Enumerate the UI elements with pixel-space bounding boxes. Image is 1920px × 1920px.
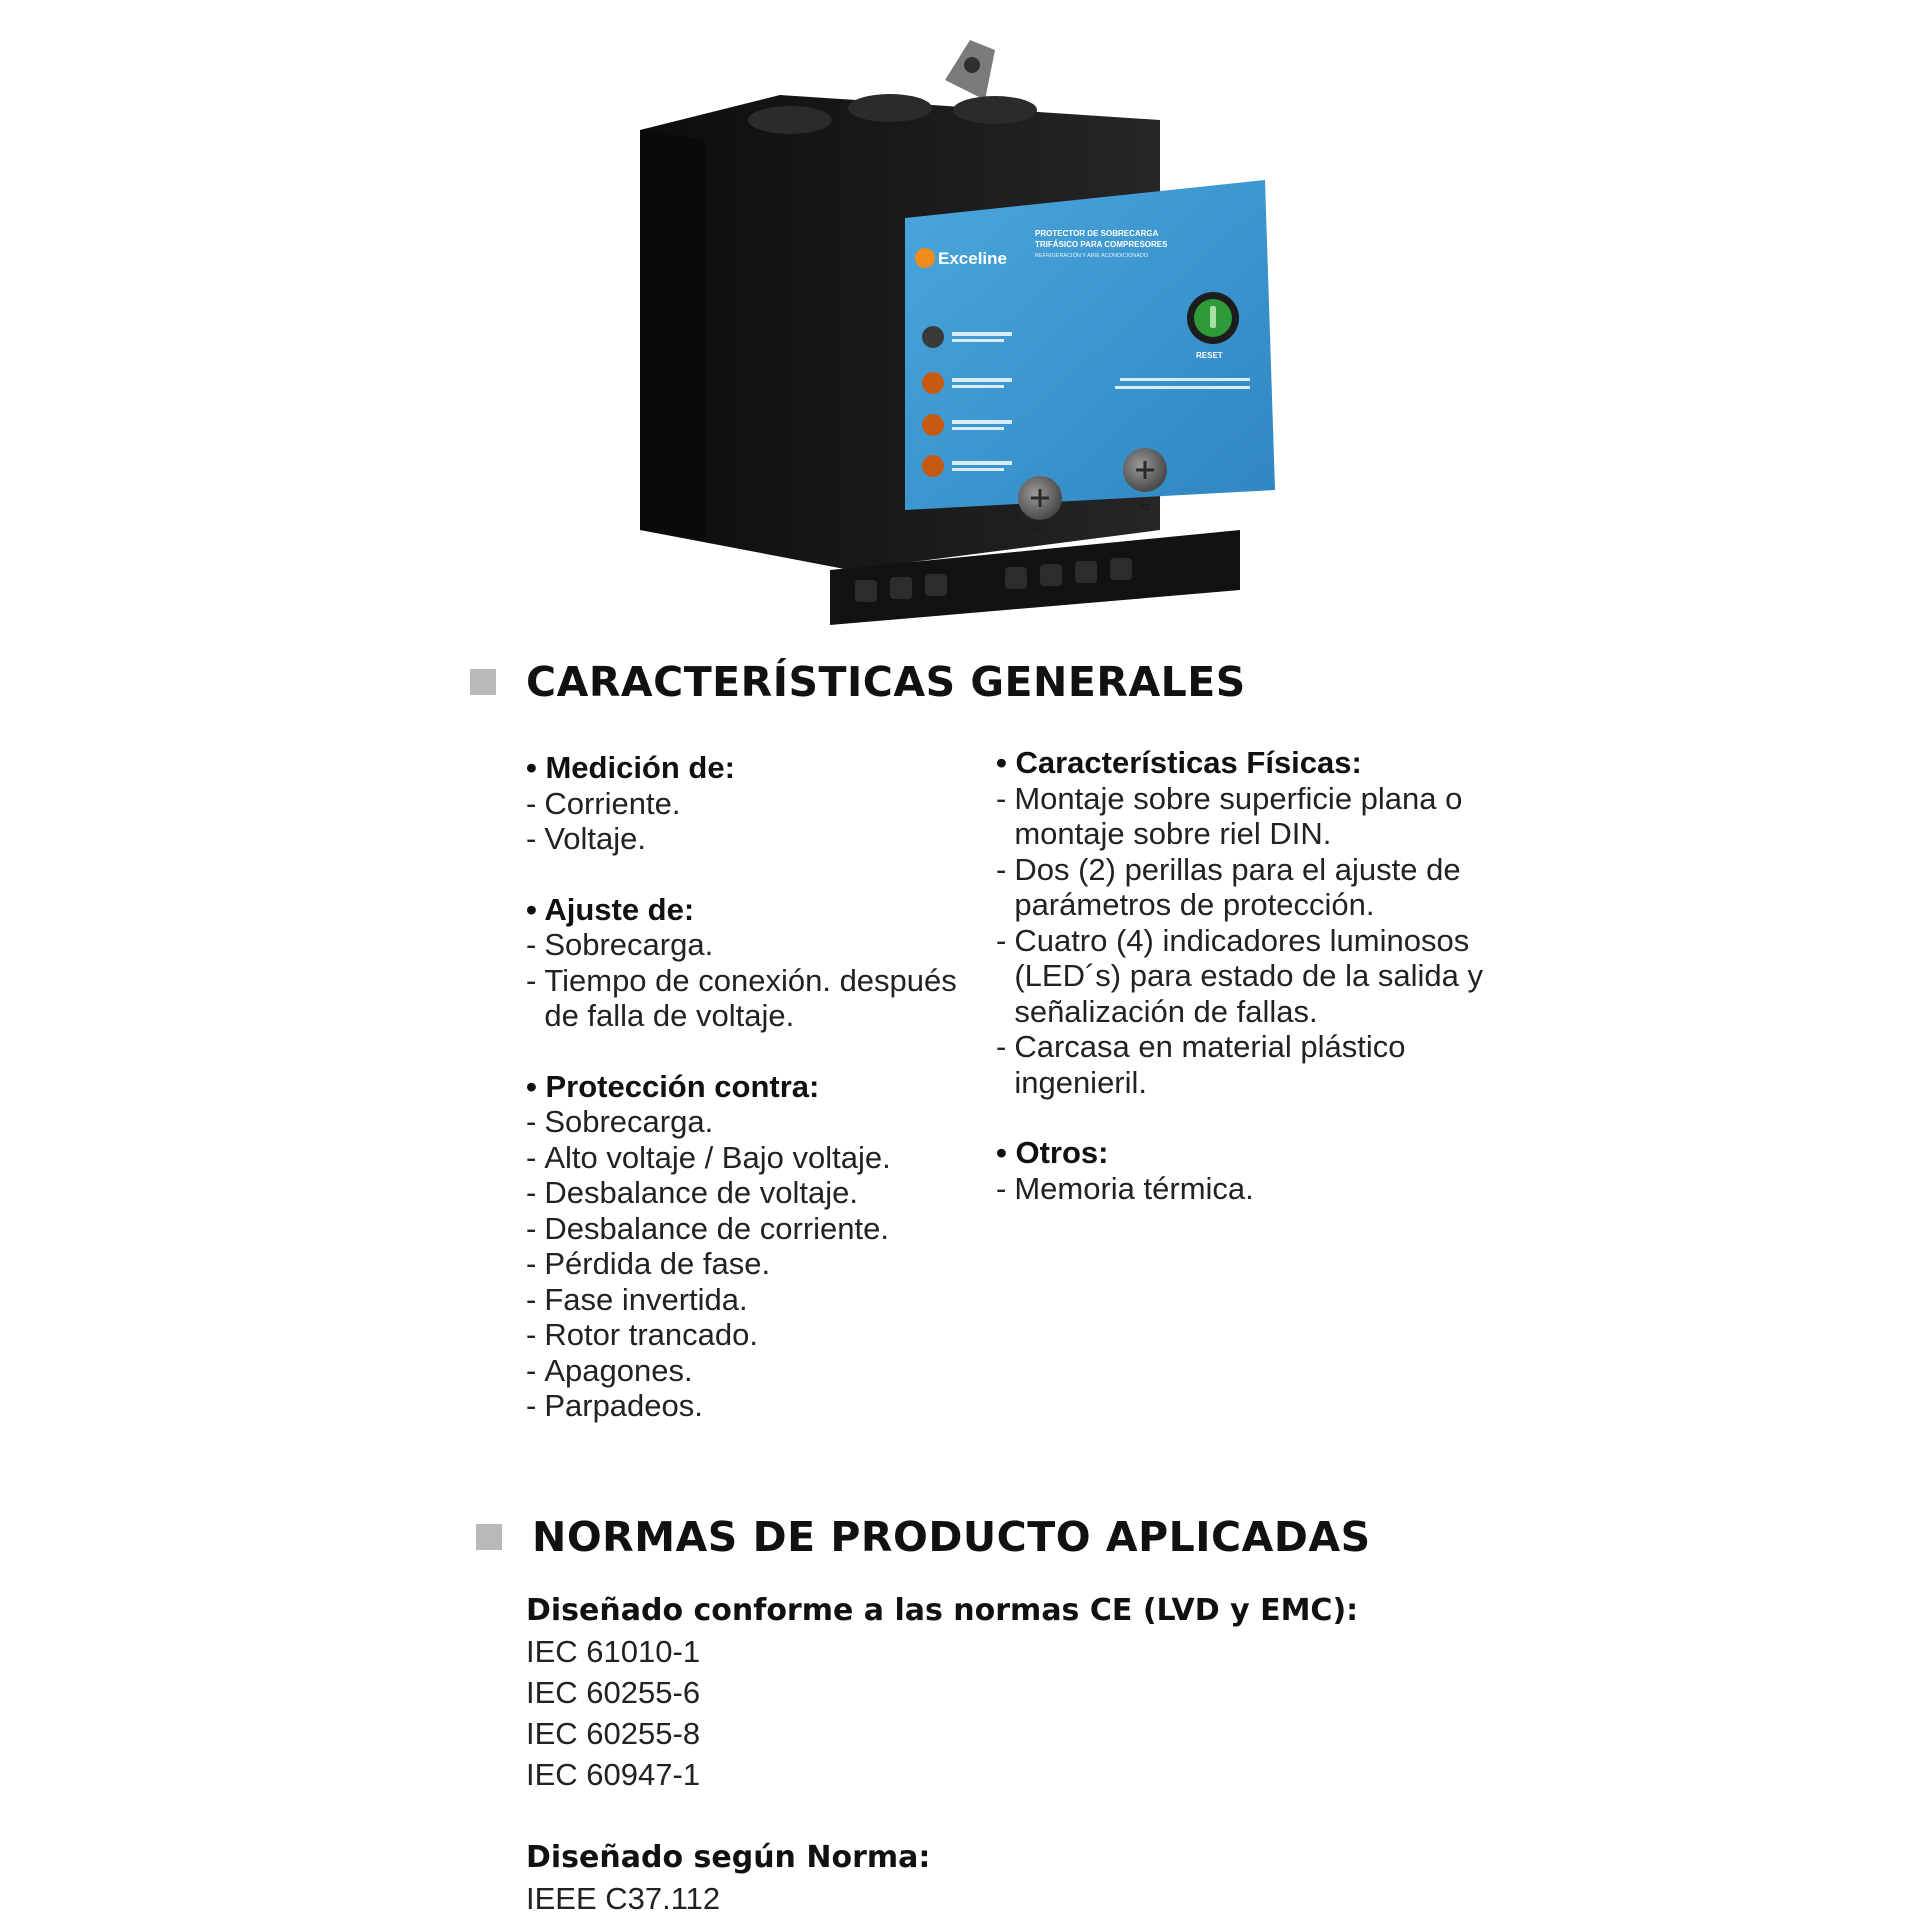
feature-item [526, 1211, 986, 1247]
feature-item [526, 1246, 986, 1282]
feature-item-text: Memoria térmica. [1014, 1170, 1254, 1206]
svg-text:TC: TC [1140, 503, 1151, 512]
feature-item-text: Desbalance de voltaje. [544, 1175, 858, 1210]
brand-text: Exceline [938, 249, 1007, 268]
feature-group [526, 892, 986, 1034]
feature-item-text: Rotor trancado. [544, 1317, 758, 1352]
led-indicator [922, 372, 944, 394]
general-section-header [470, 658, 1246, 706]
feature-group [996, 745, 1516, 1100]
feature-item-text: Pérdida de fase. [544, 1246, 771, 1281]
feature-item-text: Voltaje. [544, 821, 647, 856]
feature-group-title: • Protección contra: [526, 1068, 820, 1104]
std-title: Diseñado según Norma: [526, 1840, 931, 1875]
feature-item [996, 852, 1516, 923]
feature-item [526, 1388, 986, 1424]
feature-item [526, 786, 986, 822]
feature-item-text: Cuatro (4) indicadores luminosos (LED´s) para estado de la salida y señalización de fallas. [1014, 922, 1484, 1029]
norm-item: IEC 60947-1 [526, 1757, 701, 1792]
dash-marker: - [526, 962, 537, 998]
dash-marker: - [526, 1104, 537, 1139]
feature-item [526, 1175, 986, 1211]
svg-text:PROTECTOR DE SOBRECARGA: PROTECTOR DE SOBRECARGA [1035, 229, 1159, 238]
led-indicator [922, 414, 944, 436]
feature-item [996, 1029, 1516, 1100]
section-bullet-icon [470, 669, 496, 695]
norm-item: IEC 60255-8 [526, 1716, 701, 1751]
norm-item: IEEE C37.112 [526, 1881, 721, 1916]
dash-marker: - [526, 1317, 537, 1352]
ce-title: Diseñado conforme a las normas CE (LVD y EMC): [526, 1593, 1359, 1628]
feature-item [526, 927, 986, 963]
feature-item [526, 1140, 986, 1176]
feature-item-text: Dos (2) perillas para el ajuste de parámetros de protección. [1014, 851, 1461, 922]
feature-group-title: • Medición de: [526, 750, 735, 785]
dash-marker: - [996, 851, 1007, 887]
feature-item-text: Parpadeos. [544, 1388, 703, 1423]
feature-item [526, 1353, 986, 1389]
feature-item-text: Corriente. [544, 785, 681, 821]
dash-marker: - [996, 922, 1007, 958]
feature-group [996, 1135, 1516, 1206]
feature-item-text: Desbalance de corriente. [544, 1210, 889, 1246]
feature-group [526, 750, 986, 857]
dash-marker: - [526, 1352, 537, 1388]
feature-item [526, 821, 986, 857]
general-left-column [526, 750, 986, 1459]
feature-item-text: Alto voltaje / Bajo voltaje. [544, 1139, 891, 1175]
dash-marker: - [526, 821, 537, 856]
dash-marker: - [526, 1210, 537, 1246]
feature-group-title: • Ajuste de: [526, 891, 695, 927]
norms-block [526, 1590, 1426, 1919]
feature-group [526, 1069, 986, 1424]
dash-marker: - [526, 1175, 537, 1210]
product-image [640, 40, 1300, 640]
dash-marker: - [996, 1029, 1007, 1064]
general-right-column [996, 745, 1516, 1241]
feature-item-text: Sobrecarga. [544, 1104, 714, 1139]
feature-item [526, 1317, 986, 1353]
feature-item-text: Fase invertida. [544, 1281, 748, 1317]
svg-text:REFRIGERACIÓN Y AIRE ACONDICIO: REFRIGERACIÓN Y AIRE ACONDICIONADO [1035, 253, 1149, 259]
feature-item [996, 923, 1516, 1030]
feature-item [526, 1282, 986, 1318]
feature-item-text: Tiempo de conexión. después de falla de voltaje. [544, 962, 957, 1033]
norms-section-header [476, 1513, 1371, 1561]
section-bullet-icon [476, 1524, 502, 1550]
section-title: CARACTERÍSTICAS GENERALES [526, 658, 1246, 706]
dash-marker: - [526, 1388, 537, 1423]
dash-marker: - [526, 785, 537, 821]
feature-item [996, 1171, 1516, 1207]
norm-item: IEC 60255-6 [526, 1675, 701, 1710]
feature-item-text: Montaje sobre superficie plana o montaje sobre riel DIN. [1014, 780, 1463, 851]
feature-item [526, 963, 986, 1034]
dash-marker: - [526, 927, 537, 962]
svg-text:FLA: FLA [1033, 526, 1049, 535]
led-indicator [922, 326, 944, 348]
dash-marker: - [996, 1170, 1007, 1206]
svg-text:RESET: RESET [1196, 351, 1223, 360]
feature-group-title: • Otros: [996, 1135, 1109, 1170]
exceline-logo-icon [915, 248, 935, 268]
feature-group-title: • Características Físicas: [996, 745, 1362, 780]
dash-marker: - [526, 1139, 537, 1175]
led-indicator [922, 455, 944, 477]
ce-list [526, 1631, 1426, 1795]
norm-item: IEC 61010-1 [526, 1634, 701, 1669]
feature-item-text: Apagones. [544, 1352, 693, 1388]
dash-marker: - [526, 1281, 537, 1317]
feature-item [996, 781, 1516, 852]
feature-item-text: Carcasa en material plástico ingenieril. [1014, 1029, 1406, 1100]
feature-item [526, 1104, 986, 1140]
dash-marker: - [996, 780, 1007, 816]
svg-text:TRIFÁSICO PARA COMPRESORES: TRIFÁSICO PARA COMPRESORES [1035, 240, 1168, 249]
feature-item-text: Sobrecarga. [544, 927, 714, 962]
dash-marker: - [526, 1246, 537, 1281]
section-title: NORMAS DE PRODUCTO APLICADAS [532, 1513, 1371, 1561]
std-list [526, 1878, 1426, 1919]
